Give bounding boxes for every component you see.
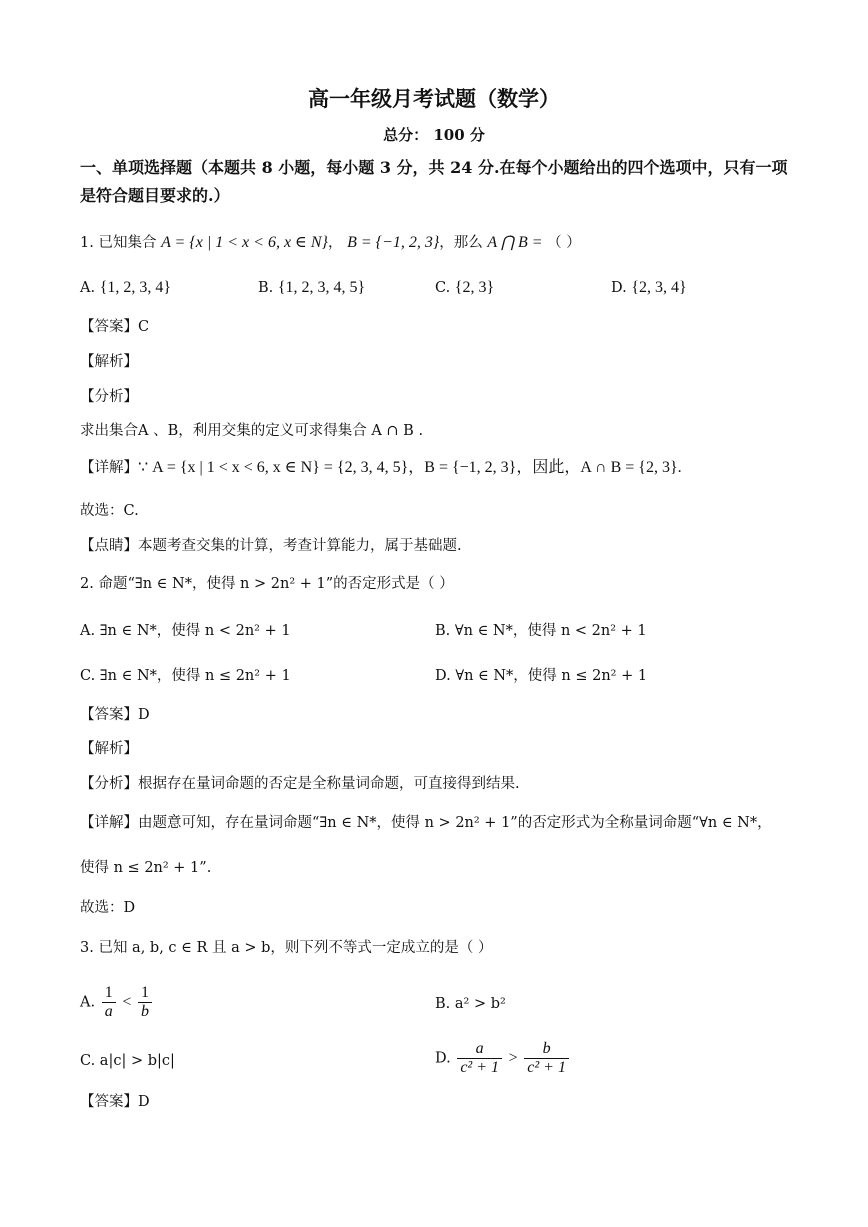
q3-option-a-label: A. [80, 994, 96, 1011]
q1-detail-heading: 【详解】 [80, 460, 138, 476]
relation: < [122, 993, 132, 1011]
q1-analysis-heading: 【解析】 [80, 354, 138, 370]
q2-detail-line1: 【详解】由题意可知，存在量词命题“∃n ∈ N*，使得 n > 2n² + 1”的否定形式为全称量词命题“∀n ∈ N*， [80, 815, 772, 831]
q3-option-a-fraction-2 [138, 984, 152, 1021]
numerator: a [475, 1040, 484, 1057]
q2-option-a: A. ∃n ∈ N*，使得 n < 2n² + 1 [80, 623, 291, 639]
denominator: c² + 1 [457, 1058, 502, 1077]
q1-paren: （ ） [547, 235, 581, 251]
q1-option-d-value: {2, 3, 4} [631, 279, 687, 296]
q2-option-d: D. ∀n ∈ N*，使得 n ≤ 2n² + 1 [435, 668, 648, 684]
numerator: 1 [140, 984, 149, 1001]
q1-stem: 1. 已知集合 A = {x | 1 < x < 6, x ∈ N}， B = {−1, 2, 3}，那么 A ⋂ B = （ ） [80, 234, 581, 251]
q3-option-d-label: D. [435, 1050, 451, 1067]
q1-set-a: A = {x | 1 < x < 6, x ∈ N} [161, 234, 328, 251]
relation: > [508, 1049, 518, 1067]
q3-option-a [80, 984, 154, 1021]
q3-option-d [435, 1040, 571, 1077]
q3-answer: 【答案】D [80, 1094, 150, 1110]
q1-choose: 故选：C. [80, 503, 139, 519]
numerator: 1 [104, 984, 113, 1001]
q1-option-a [80, 278, 171, 298]
q1-set-b: B = {−1, 2, 3} [347, 234, 440, 251]
q1-dianjing: 【点睛】本题考查交集的计算，考查计算能力，属于基础题. [80, 538, 462, 554]
q2-fenxi: 【分析】根据存在量词命题的否定是全称量词命题，可直接得到结果. [80, 776, 520, 792]
q1-option-b-value: {1, 2, 3, 4, 5} [277, 279, 366, 296]
q3-option-b: B. a² > b² [435, 996, 506, 1012]
page-title: 高一年级月考试题（数学） [308, 86, 560, 111]
q1-answer: 【答案】C [80, 319, 150, 335]
q1-option-c [435, 278, 494, 298]
q3-stem: 3. 已知 a, b, c ∈ R 且 a > b，则下列不等式一定成立的是（ ） [80, 940, 493, 956]
q2-option-b: B. ∀n ∈ N*，使得 n < 2n² + 1 [435, 623, 647, 639]
q2-answer: 【答案】D [80, 707, 150, 723]
q1-option-a-label: A. [80, 280, 96, 296]
q1-fenxi-heading: 【分析】 [80, 389, 138, 405]
q3-option-d-fraction-2 [524, 1040, 569, 1077]
q2-stem: 2. 命题“∃n ∈ N*，使得 n > 2n² + 1”的否定形式是（ ） [80, 576, 454, 592]
q2-choose: 故选：D [80, 900, 136, 916]
q3-option-c: C. a|c| > b|c| [80, 1053, 175, 1069]
q2-detail-line2: 使得 n ≤ 2n² + 1”. [80, 860, 212, 876]
q1-fenxi-text: 求出集合A 、B，利用交集的定义可求得集合 A ∩ B . [80, 423, 424, 439]
q1-option-d [611, 278, 687, 298]
q1-option-d-label: D. [611, 280, 627, 296]
q3-option-a-fraction-1 [102, 984, 116, 1021]
q1-option-c-value: {2, 3} [454, 279, 495, 296]
denominator: a [102, 1002, 116, 1021]
q1-ask: A ⋂ B = [487, 234, 543, 251]
q1-option-b-label: B. [258, 280, 274, 296]
q1-option-a-value: {1, 2, 3, 4} [99, 279, 172, 296]
section-heading: 一、单项选择题（本题共 8 小题，每小题 3 分，共 24 分.在每个小题给出的四个选项中，只有一项是符合题目要求的.） [80, 158, 788, 205]
denominator: c² + 1 [524, 1058, 569, 1077]
total-score: 总分： 100 分 [383, 126, 485, 144]
q2-analysis-heading: 【解析】 [80, 741, 138, 757]
q1-stem-suffix: ，那么 [439, 235, 483, 251]
q1-detail-text: ∵ A = {x | 1 < x < 6, x ∈ N} = {2, 3, 4, 5}，B = {−1, 2, 3}，因此，A ∩ B = {2, 3}. [138, 459, 682, 476]
q1-option-b [258, 278, 365, 298]
q3-option-d-fraction-1 [457, 1040, 502, 1077]
q1-detail [80, 458, 682, 478]
q1-stem-prefix: 1. 已知集合 [80, 235, 157, 251]
q1-option-c-label: C. [435, 280, 451, 296]
q2-option-c: C. ∃n ∈ N*，使得 n ≤ 2n² + 1 [80, 668, 291, 684]
numerator: b [542, 1040, 551, 1057]
denominator: b [138, 1002, 152, 1021]
